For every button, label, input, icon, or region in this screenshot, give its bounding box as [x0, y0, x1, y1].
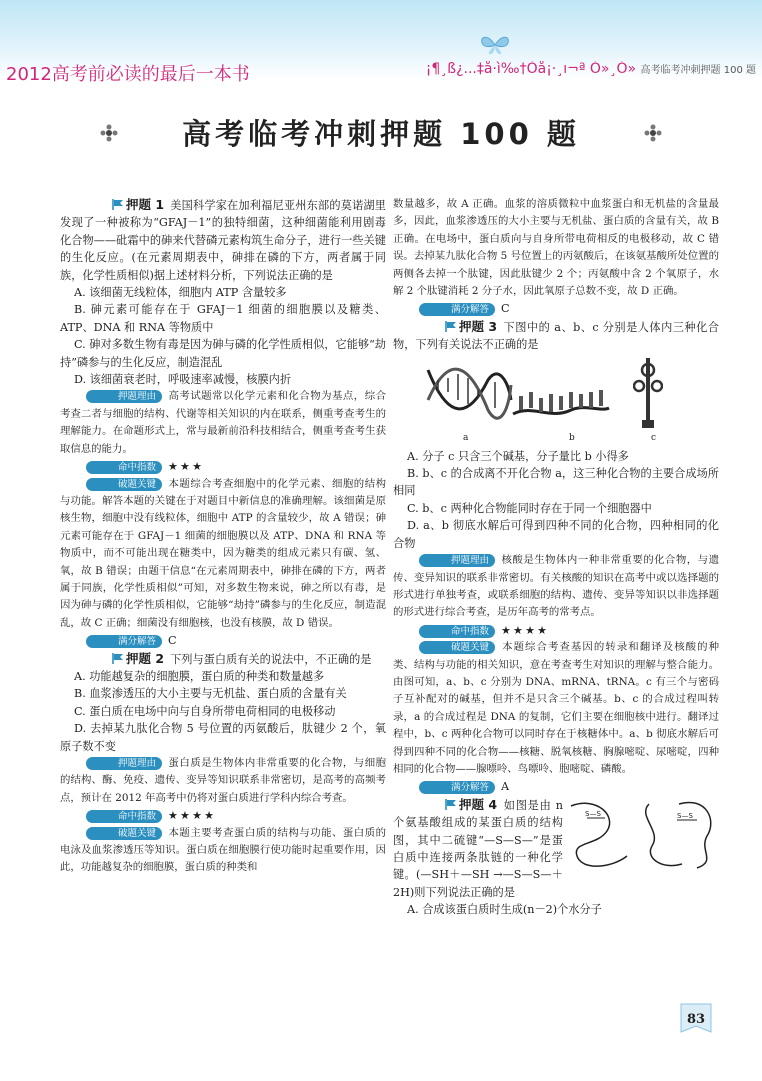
- q2-answer: 满分解答 C: [393, 300, 719, 317]
- question-1: [60, 196, 386, 284]
- flag-icon: [112, 653, 124, 664]
- answer-tag: 满分解答: [419, 303, 495, 316]
- reason-tag: 押题理由: [86, 390, 162, 403]
- q1-option-b: B. 砷元素可能存在于 GFAJ－1 细菌的细胞膜以及糖类、ATP、DNA 和 RNA 等物质中: [60, 303, 386, 334]
- question-4-heading: 押题 4: [419, 796, 497, 813]
- question-2: [60, 650, 386, 668]
- q3-answer: 满分解答 A: [393, 778, 719, 795]
- dna-helix-image: [423, 360, 513, 430]
- trna-image: [633, 356, 663, 430]
- page-number: 83: [686, 1012, 706, 1027]
- q3-option-d: D. a、b 彻底水解后可得到四种不同的化合物，四种相同的化合物: [393, 519, 719, 550]
- q3-reason: 押题理由 核酸是生物体内一种非常重要的化合物，与遗传、变异知识的联系非常密切。有关核酸的知识在高考中或以选择题的形式进行单独考查，或联系细胞的结构、遗传、变异等知识以非选择题的形式进行综合考查，是历年高考的常考点。: [393, 554, 719, 619]
- question-3-heading: 押题 3: [419, 318, 497, 335]
- disulfide-label-2: S—S: [677, 811, 693, 820]
- key-tag: 破题关键: [419, 641, 495, 654]
- q3-figure: [393, 356, 719, 448]
- q2-index: [60, 807, 386, 824]
- flag-icon: [112, 199, 124, 210]
- question-1-text: 美国科学家在加利福尼亚州东部的莫诺湖里发现了一种被称为“GFAJ－1”的独特细菌，这种细菌能利用剧毒化合物——砒霜中的砷来代替磷元素构筑生命分子，进行一些关键的生化反应。(在元素周期表中，砷排在磷的下方，两者属于同族，化学性质相似)据上述材料分析，下列说法正确的是: [60, 199, 386, 282]
- q2-option-b: B. 血浆渗透压的大小主要与无机盐、蛋白质的含量有关: [74, 687, 347, 701]
- header-garbled-text: ¡¶¸ß¿...‡å·ì‰†Òå¡·¸ı¬ª Ó»¸Ó»: [425, 61, 637, 77]
- q1-option-a: A. 该细菌无线粒体，细胞内 ATP 含量较多: [74, 286, 287, 300]
- key-tag: 破题关键: [86, 478, 162, 491]
- disulfide-label-1: S—S: [585, 809, 601, 818]
- page-title-wrap: [0, 112, 762, 153]
- left-column: [60, 196, 386, 877]
- protein-structure-image: [567, 796, 719, 872]
- question-2-heading: 押题 2: [86, 650, 164, 667]
- key-tag: 破题关键: [86, 827, 162, 840]
- header-slogan: 2012高考前必读的最后一本书: [6, 64, 250, 85]
- header-book-title: [426, 61, 756, 77]
- reason-tag: 押题理由: [86, 757, 162, 770]
- question-1-heading: 押题 1: [86, 196, 164, 213]
- flag-icon: [445, 799, 457, 810]
- fig-label-b: b: [569, 433, 575, 444]
- q1-option-d: D. 该细菌衰老时，呼吸速率减慢，核膜内折: [74, 373, 292, 387]
- q3-key: 破题关键 本题综合考查基因的转录和翻译及核酸的种类、结构与功能的相关知识，意在考查考生对知识的理解与整合能力。由图可知，a、b、c 分别为 DNA、mRNA、tRNA。c 有三个与密码子互补配对的碱基，但并不是只含三个碱基。b、c 的合成过程叫转录，a 的合成过程是 DNA 的复制，它们主要在细胞核中进行。翻译过程中，b、c 两种化合物可以同时存在于核糖体中。a、b 彻底水解后可得到四种不同的化合物——核糖、脱氧核糖、胸腺嘧啶、尿嘧啶，四种相同的化合物——腺嘌呤、鸟嘌呤、胞嘧啶、磷酸。: [393, 641, 719, 775]
- q2-reason: 押题理由 蛋白质是生物体内非常重要的化合物，与细胞的结构、酶、免疫、遗传、变异等知识联系非常密切，是高考的高频考点，预计在 2012 年高考中仍将对蛋白质进行学科内综合考查。: [60, 757, 386, 804]
- page-number-badge: [679, 1000, 713, 1036]
- q2-stars: ★★★★: [168, 809, 217, 823]
- index-tag: 命中指数: [86, 461, 162, 474]
- q1-key: 破题关键 本题综合考查细胞中的化学元素、细胞的结构与功能。解答本题的关键在于对题目中新信息的准确理解。该细菌是原核生物，细胞中没有线粒体，细胞中 ATP 的含量较少，故 A 错误；砷元素可能存在于 GFAJ－1 细菌的细胞膜以及 ATP、DNA 和 RNA 等物质中，而不可能出现在糖类中，因为糖类的组成元素只有碳、氢、氧，故 B 错误；由题干信息“在元素周期表中，砷排在磷的下方，两者属于同族，化学性质相似”可知，对多数生物来说，砷之所以有毒，是因为砷与磷的化学性质相似，它能够“劫持”磷参与的生化反应，制造混乱，故 C 正确；细菌没有细胞核，也没有核膜，故 D 错误。: [60, 477, 386, 629]
- q2-option-a: A. 功能越复杂的细胞膜，蛋白质的种类和数量越多: [74, 669, 325, 683]
- question-3: [393, 318, 719, 354]
- question-3-text: 下图中的 a、b、c 分别是人体内三种化合物，下列有关说法不正确的是: [393, 320, 719, 352]
- q2-key: 破题关键 本题主要考查蛋白质的结构与功能、蛋白质的电泳及血浆渗透压等知识。蛋白质在细胞膜行使功能时起重要作用，因此，功能越复杂的细胞膜，蛋白质的种类和: [60, 826, 386, 874]
- q2-option-c: C. 蛋白质在电场中向与自身所带电荷相同的电极移动: [74, 704, 336, 718]
- q1-answer: 满分解答 C: [60, 632, 386, 649]
- header-small-title: 高考临考冲刺押题 100 题: [640, 65, 756, 76]
- q1-option-c: C. 砷对多数生物有毒是因为砷与磷的化学性质相似，它能够“劫持”磷参与的生化反应，制造混乱: [60, 338, 386, 369]
- q2-option-d: D. 去掉某九肽化合物 5 号位置的丙氨酸后，肽键少 2 个，氧原子数不变: [60, 722, 386, 753]
- question-4-text: 如图是由 n 个氨基酸组成的某蛋白质的结构图，其中二硫键“—S—S—”是蛋白质中连接两条肽链的一种化学键。(—SH＋—SH →—S—S—＋2H)则下列说法正确的是: [393, 798, 563, 899]
- flag-icon: [445, 321, 457, 332]
- q3-stars: ★★★★: [501, 623, 550, 637]
- mrna-strand-image: [511, 384, 611, 424]
- right-column: [393, 196, 719, 919]
- q1-reason: 押题理由 高考试题常以化学元素和化合物为基点，综合考查二者与细胞的结构、代谢等相关知识的内在联系，侧重考查考生的理解能力。在命题形式上，常与最新前沿科技相结合，侧重考查考生获取信息的能力。: [60, 390, 386, 455]
- q3-option-b: B. b、c 的合成离不开化合物 a，这三种化合物的主要合成场所相同: [393, 467, 719, 498]
- q2-key-continued: 数量越多，故 A 正确。血浆的溶质微粒中血浆蛋白和无机盐的含量最多，因此，血浆渗透压的大小主要与无机盐、蛋白质的含量有关，故 B 正确。在电场中，蛋白质向与自身所带电荷相反的电极移动，故 C 错误。去掉某九肽化合物 5 号位置上的丙氨酸后，在该氨基酸所处位置的两侧各去掉一个肽键，因此肽键少 2 个；丙氨酸中含 2 个氧原子，水解 2 个肽键消耗 2 分子水，因此氧原子总数不变，故 D 正确。: [393, 198, 719, 298]
- butterfly-icon: [478, 34, 512, 56]
- answer-tag: 满分解答: [419, 781, 495, 794]
- reason-tag: 押题理由: [419, 554, 495, 567]
- q1-index: [60, 458, 386, 475]
- page-title: 高考临考冲刺押题 100 题: [182, 117, 580, 151]
- fig-label-a: a: [463, 433, 469, 444]
- q3-option-c: C. b、c 两种化合物能同时存在于同一个细胞器中: [407, 501, 652, 515]
- q3-option-a: A. 分子 c 只含三个碱基，分子量比 b 小得多: [407, 449, 629, 463]
- q1-stars: ★★★: [168, 460, 205, 474]
- q3-index: [393, 622, 719, 639]
- answer-tag: 满分解答: [86, 635, 162, 648]
- index-tag: 命中指数: [86, 810, 162, 823]
- fig-label-c: c: [651, 433, 657, 444]
- question-2-text: 下列与蛋白质有关的说法中，不正确的是: [170, 652, 372, 666]
- index-tag: 命中指数: [419, 625, 495, 638]
- q4-option-a: A. 合成该蛋白质时生成(n－2)个水分子: [407, 903, 602, 917]
